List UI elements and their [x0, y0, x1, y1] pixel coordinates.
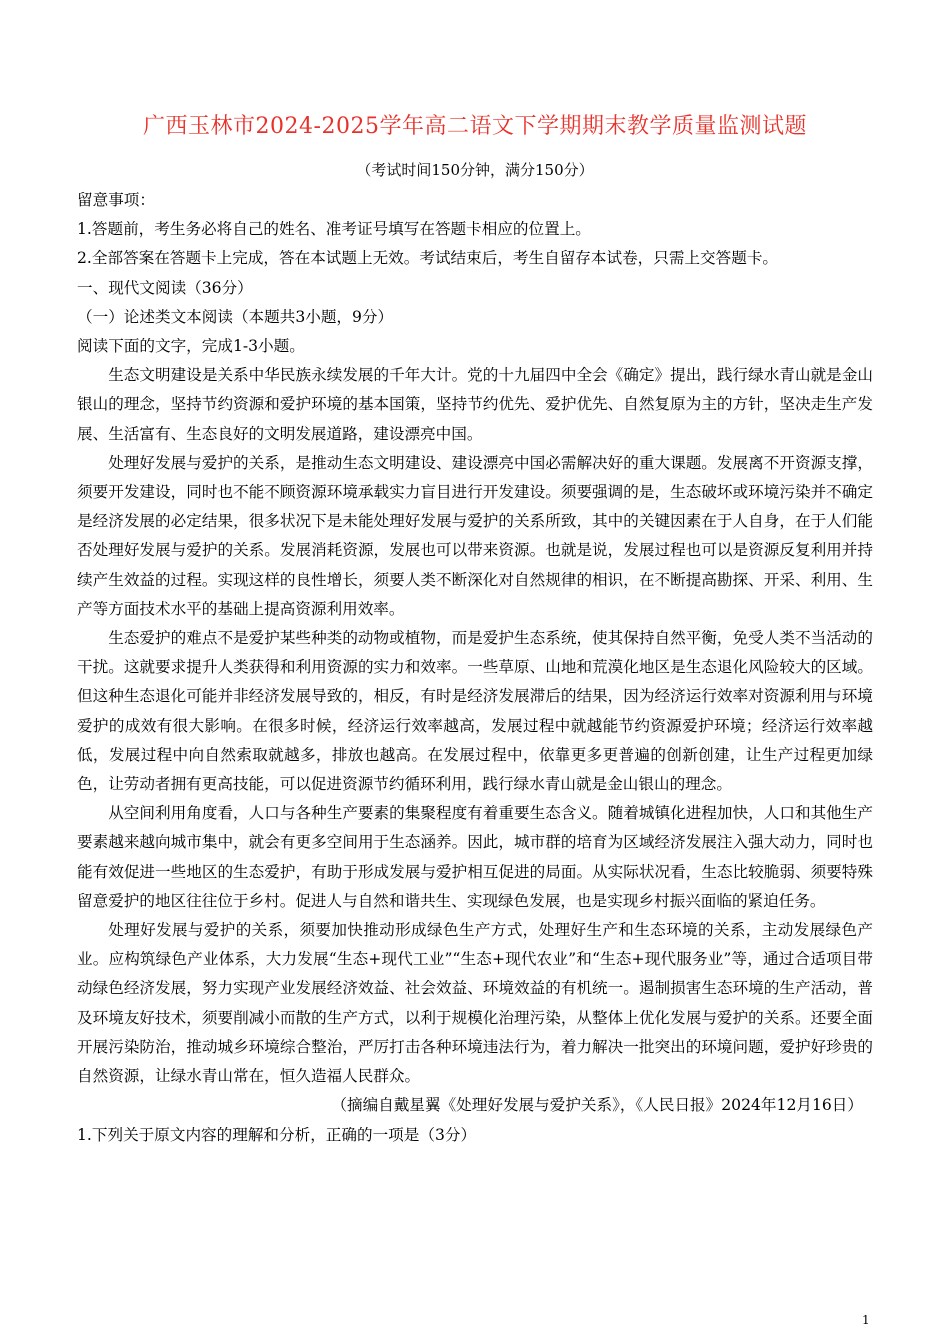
passage-paragraph: 生态爱护的难点不是爱护某些种类的动物或植物，而是爱护生态系统，使其保持自然平衡，免受人类不当活动的干扰。这就要求提升人类获得和利用资源的实力和效率。一些草原、山地和荒漠化地区是生态退化风险较大的区域。但这种生态退化可能并非经济发展导致的，相反，有时是经济发展滞后的结果，因为经济运行效率对资源利用与环境爱护的成效有很大影响。在很多时候，经济运行效率越高，发展过程中就越能节约资源爱护环境；经济运行效率越低，发展过程中向自然索取就越多，排放也越高。在发展过程中，依靠更多更普遍的创新创建，让生产过程更加绿色，让劳动者拥有更高技能，可以促进资源节约循环利用，践行绿水青山就是金山银山的理念。 — [77, 629, 873, 794]
page-title: 广西玉林市2024-2025学年高二语文下学期期末教学质量监测试题 — [143, 114, 807, 139]
notice-item: 2.全部答案在答题卡上完成，答在本试题上无效。考试结束后，考生自留存本试卷，只需上交答题卡。 — [77, 249, 779, 268]
section-subheading: （一）论述类文本阅读（本题共3小题，9分） — [77, 307, 394, 326]
passage-paragraph: 处理好发展与爱护的关系，须要加快推动形成绿色生产方式，处理好生产和生态环境的关系，主动发展绿色产业。应构筑绿色产业体系，大力发展“生态+现代工业”“生态+现代农业”和“生态+现代服务业”等，通过合适项目带动绿色经济发展，努力实现产业发展经济效益、社会效益、环境效益的有机统一。遏制损害生态环境的生产活动，普及环境友好技术，须要削减小而散的生产方式，以利于规模化治理污染，从整体上优化发展与爱护的关系。还要全面开展污染防治，推动城乡环境综合整治，严厉打击各种环境违法行为，着力解决一批突出的环境问题，爱护好珍贵的自然资源，让绿水青山常在，恒久造福人民群众。 — [77, 921, 873, 1086]
page-number: 1 — [862, 1313, 870, 1327]
notice-item: 1.答题前，考生务必将自己的姓名、准考证号填写在答题卡相应的位置上。 — [77, 220, 591, 239]
passage-paragraph: 从空间利用角度看，人口与各种生产要素的集聚程度有着重要生态含义。随着城镇化进程加快，人口和其他生产要素越来越向城市集中，就会有更多空间用于生态涵养。因此，城市群的培育为区域经济发展注入强大动力，同时也能有效促进一些地区的生态爱护，有助于形成发展与爱护相互促进的局面。从实际状况看，生态比较脆弱、须要特殊留意爱护的地区往往位于乡村。促进人与自然和谐共生、实现绿色发展，也是实现乡村振兴面临的紧迫任务。 — [77, 804, 873, 910]
passage-source: （摘编自戴星翼《处理好发展与爱护关系》，《人民日报》2024年12月16日） — [331, 1096, 863, 1115]
question-1: 1.下列关于原文内容的理解和分析，正确的一项是（3分） — [77, 1125, 477, 1144]
passage-paragraph: 处理好发展与爱护的关系，是推动生态文明建设、建设漂亮中国必需解决好的重大课题。发展离不开资源支撑，须要开发建设，同时也不能不顾资源环境承载实力盲目进行开发建设。须要强调的是，生态破坏或环境污染并不确定是经济发展的必定结果，很多状况下是未能处理好发展与爱护的关系所致，其中的关键因素在于人自身，在于人们能否处理好发展与爱护的关系。发展消耗资源，发展也可以带来资源。也就是说，发展过程也可以是资源反复利用并持续产生效益的过程。实现这样的良性增长，须要人类不断深化对自然规律的相识，在不断提高勘探、开采、利用、生产等方面技术水平的基础上提高资源利用效率。 — [77, 453, 873, 618]
passage-paragraph: 生态文明建设是关系中华民族永续发展的千年大计。党的十九届四中全会《确定》提出，践行绿水青山就是金山银山的理念，坚持节约资源和爱护环境的基本国策，坚持节约优先、爱护优先、自然复原为主的方针，坚决走生产发展、生活富有、生态良好的文明发展道路，建设漂亮中国。 — [77, 366, 873, 443]
exam-duration-note: （考试时间150分钟，满分150分） — [356, 161, 594, 179]
section-heading: 一、现代文阅读（36分） — [77, 278, 253, 297]
reading-instruction: 阅读下面的文字，完成1-3小题。 — [77, 337, 305, 356]
notice-heading: 留意事项： — [77, 191, 155, 209]
document-body — [77, 186, 873, 1150]
